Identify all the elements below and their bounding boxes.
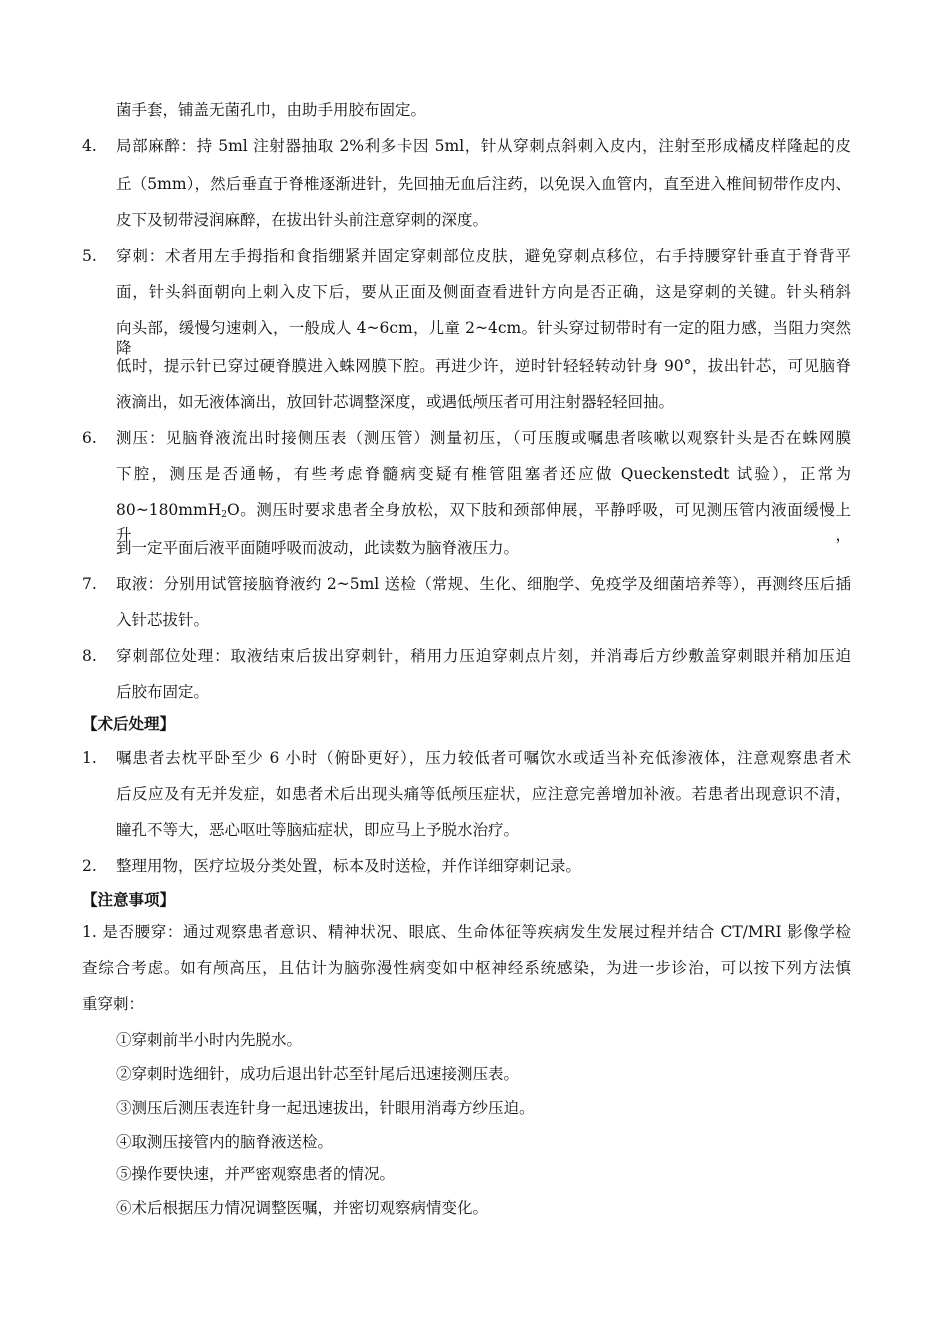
step5-line: 穿刺：术者用左手拇指和食指绷紧并固定穿刺部位皮肤，避免穿刺点移位，右手持腰穿针垂直于脊背平 xyxy=(116,247,851,265)
step7-line: 取液：分别用试管接脑脊液约 2~5ml 送检（常规、生化、细胞学、免疫学及细菌培养等），再测终压后插 xyxy=(116,575,851,593)
step6-line: 下腔，测压是否通畅，有些考虑脊髓病变疑有椎管阻塞者还应做 Queckenstedt 试验），正常为 xyxy=(116,465,851,483)
notes-circled-item: ⑤操作要快速，并严密观察患者的情况。 xyxy=(116,1165,396,1183)
step8-line: 后胶布固定。 xyxy=(116,683,210,701)
step-number: 6. xyxy=(82,429,97,447)
step5-line: 液滴出，如无液体滴出，放回针芯调整深度，或遇低颅压者可用注射器轻轻回抽。 xyxy=(116,393,675,411)
step-number: 4. xyxy=(82,137,97,155)
section-heading-precautions: 【注意事项】 xyxy=(82,891,176,909)
step8-line: 穿刺部位处理：取液结束后拔出穿刺针，稍用力压迫穿刺点片刻，并消毒后方纱敷盖穿刺眼并稍加压迫 xyxy=(116,647,851,665)
post-item1-line: 瞳孔不等大，恶心呕吐等脑疝症状，即应马上予脱水治疗。 xyxy=(116,821,520,839)
step5-line: 低时，提示针已穿过硬脊膜进入蛛网膜下腔。再进少许，逆时针轻轻转动针身 90°，拔出针芯，可见脑脊 xyxy=(116,357,851,375)
notes-circled-item: ④取测压接管内的脑脊液送检。 xyxy=(116,1133,334,1151)
step-number: 8. xyxy=(82,647,97,665)
step4-line: 丘（5mm），然后垂直于脊椎逐渐进针，先回抽无血后注药，以免误入血管内，直至进入椎间韧带作皮内、 xyxy=(116,175,851,193)
notes-paragraph-line: 1. 是否腰穿：通过观察患者意识、精神状况、眼底、生命体征等疾病发生发展过程并结合 CT/MRI 影像学检 xyxy=(82,923,851,941)
step4-line: 皮下及韧带浸润麻醉，在拔出针头前注意穿刺的深度。 xyxy=(116,211,489,229)
notes-paragraph-line: 重穿刺： xyxy=(82,995,145,1013)
notes-circled-item: ③测压后测压表连针身一起迅速拔出，针眼用消毒方纱压迫。 xyxy=(116,1099,535,1117)
pressure-range: 80~180mmH xyxy=(116,501,222,519)
step5-line: 向头部，缓慢匀速刺入，一般成人 4~6cm，儿童 2~4cm。针头穿过韧带时有一定的阻力感，当阻力突然降 xyxy=(116,319,851,357)
subscript-2: 2 xyxy=(221,510,227,520)
step3-continuation: 菌手套，铺盖无菌孔巾，由助手用胶布固定。 xyxy=(116,101,427,119)
notes-circled-item: ①穿刺前半小时内先脱水。 xyxy=(116,1031,303,1049)
step-number: 5. xyxy=(82,247,97,265)
section-heading-post-care: 【术后处理】 xyxy=(82,715,176,733)
step-number: 7. xyxy=(82,575,97,593)
step6-line: 测压：见脑脊液流出时接侧压表（测压管）测量初压，（可压腹或嘱患者咳嗽以观察针头是否在蛛网膜 xyxy=(116,429,851,447)
post-item2-line: 整理用物，医疗垃圾分类处置，标本及时送检，并作详细穿刺记录。 xyxy=(116,857,582,875)
step6-line: 到一定平面后液平面随呼吸而波动，此读数为脑脊液压力。 xyxy=(116,539,520,557)
post-item1-line: 后反应及有无并发症，如患者术后出现头痛等低颅压症状，应注意完善增加补液。若患者出现意识不清， xyxy=(116,785,851,803)
notes-paragraph-line: 查综合考虑。如有颅高压，且估计为脑弥漫性病变如中枢神经系统感染，为进一步诊治，可以按下列方法慎 xyxy=(82,959,851,977)
step6-line-rest: O。测压时要求患者全身放松，双下肢和颈部伸展，平静呼吸，可见测压管内液面缓慢上升， xyxy=(116,501,851,544)
step4-line: 局部麻醉：持 5ml 注射器抽取 2%利多卡因 5ml，针从穿刺点斜刺入皮内，注射至形成橘皮样隆起的皮 xyxy=(116,137,851,155)
list-number: 1. xyxy=(82,749,97,767)
list-number: 2. xyxy=(82,857,97,875)
step5-line: 面，针头斜面朝向上刺入皮下后，要从正面及侧面查看进针方向是否正确，这是穿刺的关键。针头稍斜 xyxy=(116,283,851,301)
step7-line: 入针芯拔针。 xyxy=(116,611,210,629)
post-item1-line: 嘱患者去枕平卧至少 6 小时（俯卧更好），压力较低者可嘱饮水或适当补充低渗液体，注意观察患者术 xyxy=(116,749,851,767)
notes-circled-item: ②穿刺时选细针，成功后退出针芯至针尾后迅速接测压表。 xyxy=(116,1065,520,1083)
notes-circled-item: ⑥术后根据压力情况调整医嘱，并密切观察病情变化。 xyxy=(116,1199,489,1217)
